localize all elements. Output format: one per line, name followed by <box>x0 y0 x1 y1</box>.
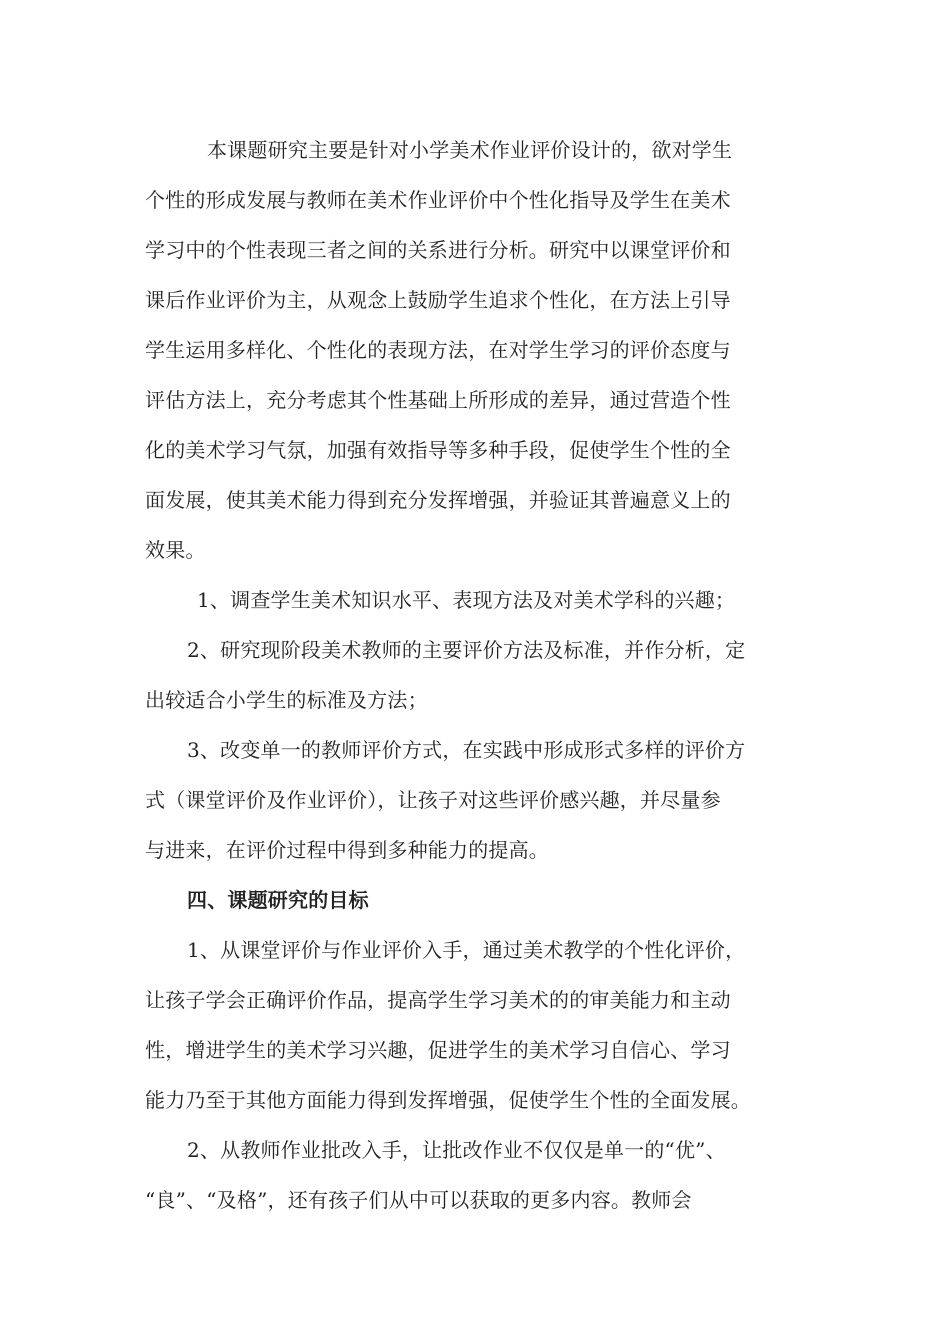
goal-1-line-3: 性，增进学生的美术学习兴趣，促进学生的美术学习自信心、学习 <box>145 1038 731 1062</box>
goal-1-line-1: 1、从课堂评价与作业评价入手，通过美术教学的个性化评价， <box>187 938 746 962</box>
paragraph-intro-line-9: 效果。 <box>145 538 206 562</box>
paragraph-intro-line-3: 学习中的个性表现三者之间的关系进行分析。研究中以课堂评价和 <box>145 238 731 262</box>
paragraph-intro-line-5: 学生运用多样化、个性化的表现方法，在对学生学习的评价态度与 <box>145 338 731 362</box>
goal-1-line-2: 让孩子学会正确评价作品，提高学生学习美术的的审美能力和主动 <box>145 988 731 1012</box>
list-item-3-line-2: 式（课堂评价及作业评价），让孩子对这些评价感兴趣，并尽量参 <box>145 788 721 812</box>
list-item-2-line-1: 2、研究现阶段美术教师的主要评价方法及标准，并作分析，定 <box>187 638 746 662</box>
paragraph-intro-line-1: 本课题研究主要是针对小学美术作业评价设计的，欲对学生 <box>207 138 733 162</box>
paragraph-intro-line-8: 面发展，使其美术能力得到充分发挥增强，并验证其普遍意义上的 <box>145 488 731 512</box>
list-item-2-line-2: 出较适合小学生的标准及方法； <box>145 688 428 712</box>
paragraph-intro-line-4: 课后作业评价为主，从观念上鼓励学生追求个性化，在方法上引导 <box>145 288 731 312</box>
paragraph-intro-line-2: 个性的形成发展与教师在美术作业评价中个性化指导及学生在美术 <box>145 188 731 212</box>
goal-2-line-2: “良”、“及格”，还有孩子们从中可以获取的更多内容。教师会 <box>145 1188 692 1212</box>
list-item-3-line-3: 与进来，在评价过程中得到多种能力的提高。 <box>145 838 549 862</box>
list-item-1-line-1: 1、调查学生美术知识水平、表现方法及对美术学科的兴趣； <box>197 588 736 612</box>
goal-1-line-4: 能力乃至于其他方面能力得到发挥增强，促使学生个性的全面发展。 <box>145 1088 751 1112</box>
list-item-3-line-1: 3、改变单一的教师评价方式，在实践中形成形式多样的评价方 <box>187 738 746 762</box>
paragraph-intro-line-7: 化的美术学习气氛，加强有效指导等多种手段，促使学生个性的全 <box>145 438 731 462</box>
section-heading: 四、课题研究的目标 <box>187 888 369 912</box>
goal-2-line-1: 2、从教师作业批改入手，让批改作业不仅仅是单一的“优”、 <box>187 1138 726 1162</box>
paragraph-intro-line-6: 评估方法上，充分考虑其个性基础上所形成的差异，通过营造个性 <box>145 388 731 412</box>
